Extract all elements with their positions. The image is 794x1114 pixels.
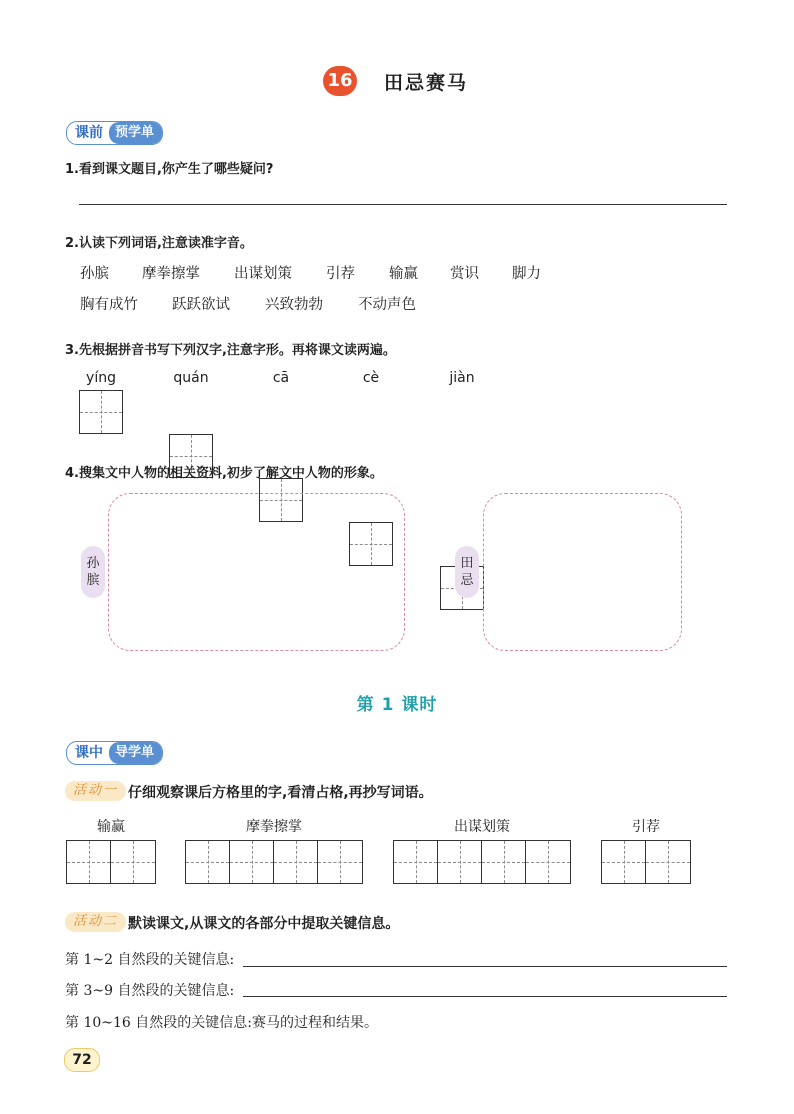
lesson-number-badge: 16	[323, 66, 357, 96]
writing-grid-1[interactable]	[79, 390, 123, 434]
person-right-char-2: 忌	[460, 573, 474, 588]
activity-1-instruction: 仔细观察课后方格里的字,看清占格,再抄写词语。	[128, 785, 433, 801]
pinyin-1: yíng	[86, 370, 116, 386]
activity-2-instruction: 默读课文,从课文的各部分中提取关键信息。	[128, 916, 400, 932]
person-right-char-1: 田	[460, 556, 474, 571]
pinyin-2: quán	[173, 370, 209, 386]
lesson-period-heading: 第 1 课时	[356, 695, 438, 715]
question-3: 3.先根据拼音书写下列汉字,注意字形。再将课文读两遍。	[65, 343, 396, 358]
word-10: 兴致勃勃	[265, 297, 323, 313]
tian-ji-info-box[interactable]	[483, 493, 682, 651]
in-class-tag-label: 课中	[75, 745, 103, 761]
word-2: 摩拳擦掌	[142, 266, 200, 282]
pre-class-tag-sublabel: 预学单	[109, 122, 162, 144]
person-left-char-2: 膑	[86, 573, 100, 588]
pinyin-4: cè	[362, 370, 380, 386]
pinyin-3: cā	[272, 370, 290, 386]
page-number: 72	[64, 1048, 100, 1072]
info-line-2-label: 第 3~9 自然段的关键信息:	[65, 983, 235, 999]
copy-grid-1[interactable]	[66, 840, 156, 884]
copy-grid-3[interactable]	[393, 840, 571, 884]
info-answer-line-1[interactable]	[243, 966, 727, 967]
question-4: 4.搜集文中人物的相关资料,初步了解文中人物的形象。	[65, 466, 383, 481]
in-class-tag	[66, 741, 163, 765]
lesson-title: 田忌赛马	[384, 72, 469, 94]
question-1: 1.看到课文题目,你产生了哪些疑问?	[65, 162, 274, 177]
person-left-char-1: 孙	[86, 556, 100, 571]
activity-1-tag: 活动一	[65, 781, 126, 801]
copy-word-label-3: 出谋划策	[454, 819, 510, 835]
in-class-tag-sublabel: 导学单	[109, 742, 162, 764]
word-3: 出谋划策	[234, 266, 292, 282]
word-9: 跃跃欲试	[172, 297, 230, 313]
copy-word-label-1: 输赢	[97, 819, 125, 835]
copy-grid-4[interactable]	[601, 840, 691, 884]
info-line-1-label: 第 1~2 自然段的关键信息:	[65, 952, 235, 968]
person-label-tian-ji	[455, 546, 479, 598]
word-7: 脚力	[512, 266, 541, 282]
pinyin-5: jiàn	[449, 370, 475, 386]
word-4: 引荐	[326, 266, 355, 282]
word-11: 不动声色	[358, 297, 416, 313]
copy-word-label-4: 引荐	[632, 819, 660, 835]
sun-bin-info-box[interactable]	[108, 493, 405, 651]
copy-grid-2[interactable]	[185, 840, 363, 884]
pre-class-tag-label: 课前	[75, 125, 103, 141]
info-line-3: 第 10~16 自然段的关键信息:赛马的过程和结果。	[65, 1015, 378, 1031]
pre-class-tag	[66, 121, 163, 145]
word-1: 孙膑	[80, 266, 109, 282]
copy-word-label-2: 摩拳擦掌	[246, 819, 302, 835]
activity-2-tag: 活动二	[65, 912, 126, 932]
word-6: 赏识	[450, 266, 479, 282]
answer-line-1[interactable]	[79, 204, 727, 205]
word-8: 胸有成竹	[80, 297, 138, 313]
question-2: 2.认读下列词语,注意读准字音。	[65, 236, 253, 251]
person-label-sun-bin	[81, 546, 105, 598]
word-5: 输赢	[389, 266, 418, 282]
info-answer-line-2[interactable]	[243, 996, 727, 997]
